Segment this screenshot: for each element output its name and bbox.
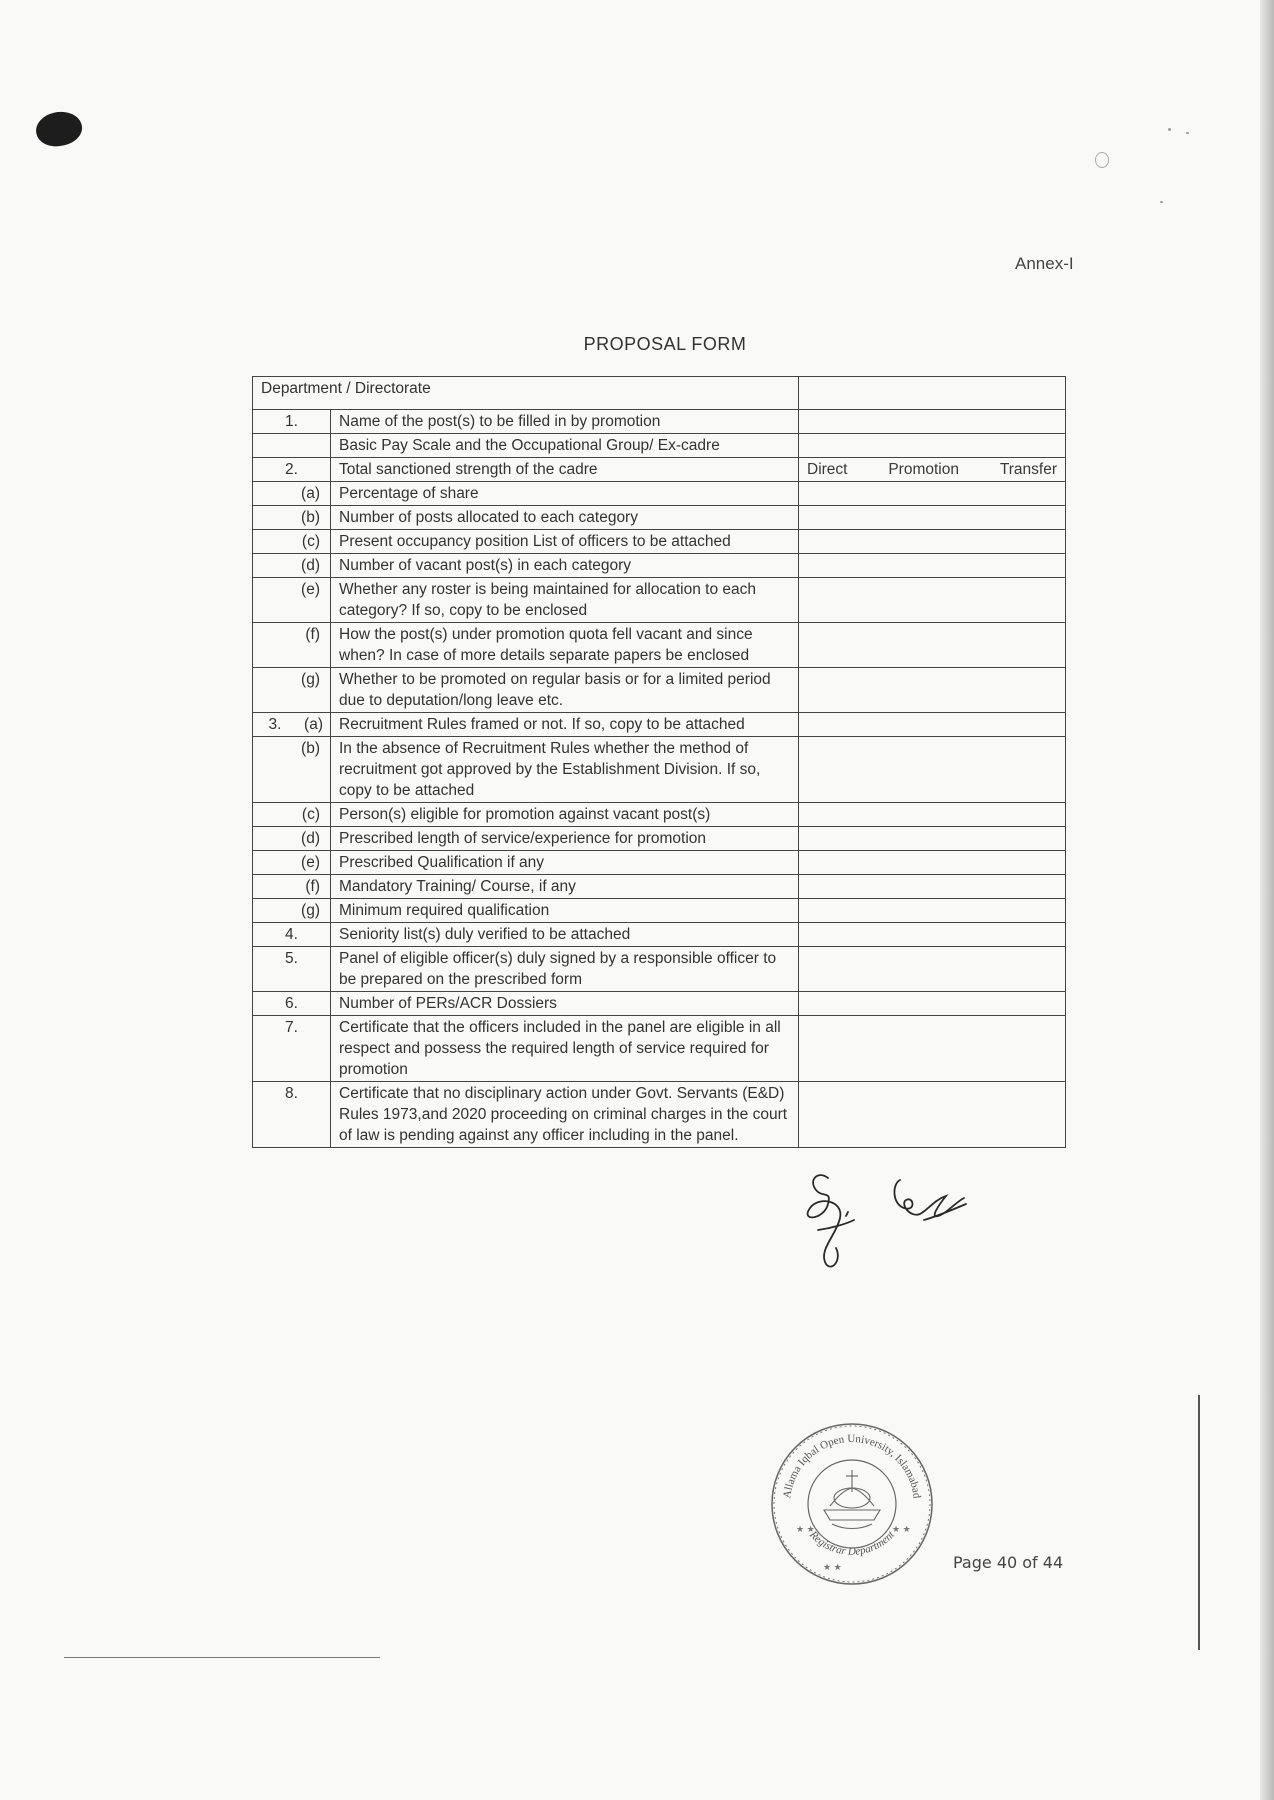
row-entry-cell — [799, 875, 1066, 899]
form-row — [253, 923, 1066, 947]
handwritten-signatures — [788, 1160, 978, 1280]
row-description: Number of vacant post(s) in each category — [331, 554, 799, 578]
row-number — [253, 668, 331, 713]
category-transfer: Transfer — [999, 461, 1057, 478]
row-number — [253, 923, 331, 947]
row-entry-cell — [799, 530, 1066, 554]
form-row — [253, 713, 1066, 737]
row-description: Recruitment Rules framed or not. If so, copy to be attached — [331, 713, 799, 737]
form-row — [253, 506, 1066, 530]
category-labels — [807, 459, 1057, 480]
form-row — [253, 992, 1066, 1016]
row-number — [253, 1082, 331, 1148]
form-row — [253, 851, 1066, 875]
row-description: In the absence of Recruitment Rules whether the method of recruitment got approved by the Establishment Division. If so, copy to be attached — [331, 737, 799, 803]
form-row — [253, 410, 1066, 434]
form-row — [253, 668, 1066, 713]
form-row — [253, 1082, 1066, 1148]
sub-item-letter: (f) — [305, 878, 320, 895]
row-description: Seniority list(s) duly verified to be attached — [331, 923, 799, 947]
row-description: Prescribed Qualification if any — [331, 851, 799, 875]
seal-bottom-text: Registrar Department — [807, 1528, 897, 1558]
row-entry-cell — [799, 458, 1066, 482]
sub-item-letter: (a) — [304, 716, 323, 733]
item-number: 8. — [285, 1085, 298, 1102]
form-row — [253, 947, 1066, 992]
row-number — [253, 554, 331, 578]
row-description: Name of the post(s) to be filled in by promotion — [331, 410, 799, 434]
scan-speck — [1095, 152, 1109, 168]
annex-label: Annex-I — [1015, 254, 1074, 273]
row-description: Whether to be promoted on regular basis or for a limited period due to deputation/long leave etc. — [331, 668, 799, 713]
row-description: Person(s) eligible for promotion against vacant post(s) — [331, 803, 799, 827]
scan-speck — [1168, 128, 1171, 131]
form-row — [253, 482, 1066, 506]
right-margin-rule — [1198, 1395, 1200, 1650]
row-entry-cell — [799, 482, 1066, 506]
sub-item-letter: (c) — [301, 533, 320, 550]
page-number: Page 40 of 44 — [953, 1553, 1064, 1572]
row-description: Basic Pay Scale and the Occupational Group/ Ex-cadre — [331, 434, 799, 458]
form-row — [253, 827, 1066, 851]
item-number: 7. — [285, 1019, 298, 1036]
svg-text:★ ★: ★ ★ — [892, 1524, 911, 1534]
sub-item-letter: (e) — [301, 581, 320, 598]
row-number — [253, 482, 331, 506]
row-number — [253, 737, 331, 803]
row-description: Number of posts allocated to each category — [331, 506, 799, 530]
form-row — [253, 530, 1066, 554]
row-number — [253, 713, 331, 737]
form-row — [253, 737, 1066, 803]
page-edge — [1260, 0, 1274, 1800]
form-row — [253, 578, 1066, 623]
row-number — [253, 899, 331, 923]
item-number: 5. — [285, 950, 298, 967]
scan-speck — [1186, 132, 1189, 134]
row-entry-cell — [799, 1016, 1066, 1082]
form-title: PROPOSAL FORM — [583, 334, 747, 354]
university-seal — [768, 1420, 936, 1588]
proposal-form-table — [252, 376, 1066, 1148]
row-number — [253, 851, 331, 875]
category-promotion: Promotion — [888, 461, 959, 478]
row-entry-cell — [799, 623, 1066, 668]
row-entry-cell — [799, 410, 1066, 434]
row-entry-cell — [799, 992, 1066, 1016]
sub-item-letter: (b) — [301, 509, 320, 526]
row-description: Panel of eligible officer(s) duly signed by a responsible officer to be prepared on the prescribed form — [331, 947, 799, 992]
svg-text:Registrar Department — [806, 1528, 897, 1558]
row-entry-cell — [799, 947, 1066, 992]
row-entry-cell — [799, 827, 1066, 851]
seal-top-text: Allama Iqbal Open University, Islamabad — [781, 1432, 923, 1500]
row-number — [253, 803, 331, 827]
sub-item-letter: (f) — [305, 626, 320, 643]
row-description: Whether any roster is being maintained for allocation to each category? If so, copy to be enclosed — [331, 578, 799, 623]
form-row — [253, 899, 1066, 923]
form-row — [253, 434, 1066, 458]
row-entry-cell — [799, 923, 1066, 947]
row-description: Minimum required qualification — [331, 899, 799, 923]
row-number — [253, 1016, 331, 1082]
bottom-rule — [64, 1657, 380, 1658]
row-entry-cell — [799, 713, 1066, 737]
row-description: How the post(s) under promotion quota fell vacant and since when? In case of more details separate papers be enclosed — [331, 623, 799, 668]
row-entry-cell — [799, 803, 1066, 827]
sub-item-letter: (a) — [301, 485, 320, 502]
item-number: 6. — [285, 995, 298, 1012]
row-entry-cell — [799, 434, 1066, 458]
row-description: Present occupancy position List of officers to be attached — [331, 530, 799, 554]
row-number — [253, 947, 331, 992]
row-entry-cell — [799, 1082, 1066, 1148]
row-number — [253, 506, 331, 530]
sub-item-letter: (b) — [301, 740, 320, 757]
row-description: Percentage of share — [331, 482, 799, 506]
row-number — [253, 827, 331, 851]
department-value-cell — [799, 377, 1066, 410]
department-row — [253, 377, 1066, 410]
form-row — [253, 623, 1066, 668]
row-description: Certificate that the officers included in the panel are eligible in all respect and possess the required length of service required for promotion — [331, 1016, 799, 1082]
row-description: Prescribed length of service/experience for promotion — [331, 827, 799, 851]
sub-item-letter: (c) — [301, 806, 320, 823]
row-number — [253, 623, 331, 668]
sub-item-letter: (d) — [301, 830, 320, 847]
punch-hole-mark — [33, 108, 85, 151]
department-label: Department / Directorate — [253, 377, 799, 410]
row-description: Total sanctioned strength of the cadre — [331, 458, 799, 482]
row-number — [253, 578, 331, 623]
svg-text:★ ★: ★ ★ — [796, 1524, 815, 1534]
row-entry-cell — [799, 506, 1066, 530]
sub-item-letter: (d) — [301, 557, 320, 574]
row-description: Number of PERs/ACR Dossiers — [331, 992, 799, 1016]
form-row — [253, 1016, 1066, 1082]
row-entry-cell — [799, 554, 1066, 578]
row-number — [253, 410, 331, 434]
row-entry-cell — [799, 578, 1066, 623]
item-number: 1. — [285, 413, 298, 430]
item-number: 4. — [285, 926, 298, 943]
scan-speck — [1160, 201, 1163, 203]
sub-item-letter: (g) — [301, 902, 320, 919]
form-row — [253, 458, 1066, 482]
item-number: 2. — [285, 461, 298, 478]
item-number: 3. — [268, 716, 282, 733]
category-direct: Direct — [807, 461, 848, 478]
sub-item-letter: (g) — [301, 671, 320, 688]
form-row — [253, 875, 1066, 899]
row-number — [253, 992, 331, 1016]
row-entry-cell — [799, 899, 1066, 923]
row-number — [253, 434, 331, 458]
form-row — [253, 803, 1066, 827]
row-number — [253, 458, 331, 482]
row-description: Mandatory Training/ Course, if any — [331, 875, 799, 899]
seal-stars: ★ ★ — [823, 1562, 842, 1572]
row-number — [253, 875, 331, 899]
row-entry-cell — [799, 668, 1066, 713]
row-description: Certificate that no disciplinary action under Govt. Servants (E&D) Rules 1973,and 2020 proceeding on criminal charges in the court of law is pending against any officer including in the panel. — [331, 1082, 799, 1148]
row-entry-cell — [799, 851, 1066, 875]
row-entry-cell — [799, 737, 1066, 803]
sub-item-letter: (e) — [301, 854, 320, 871]
form-row — [253, 554, 1066, 578]
row-number — [253, 530, 331, 554]
